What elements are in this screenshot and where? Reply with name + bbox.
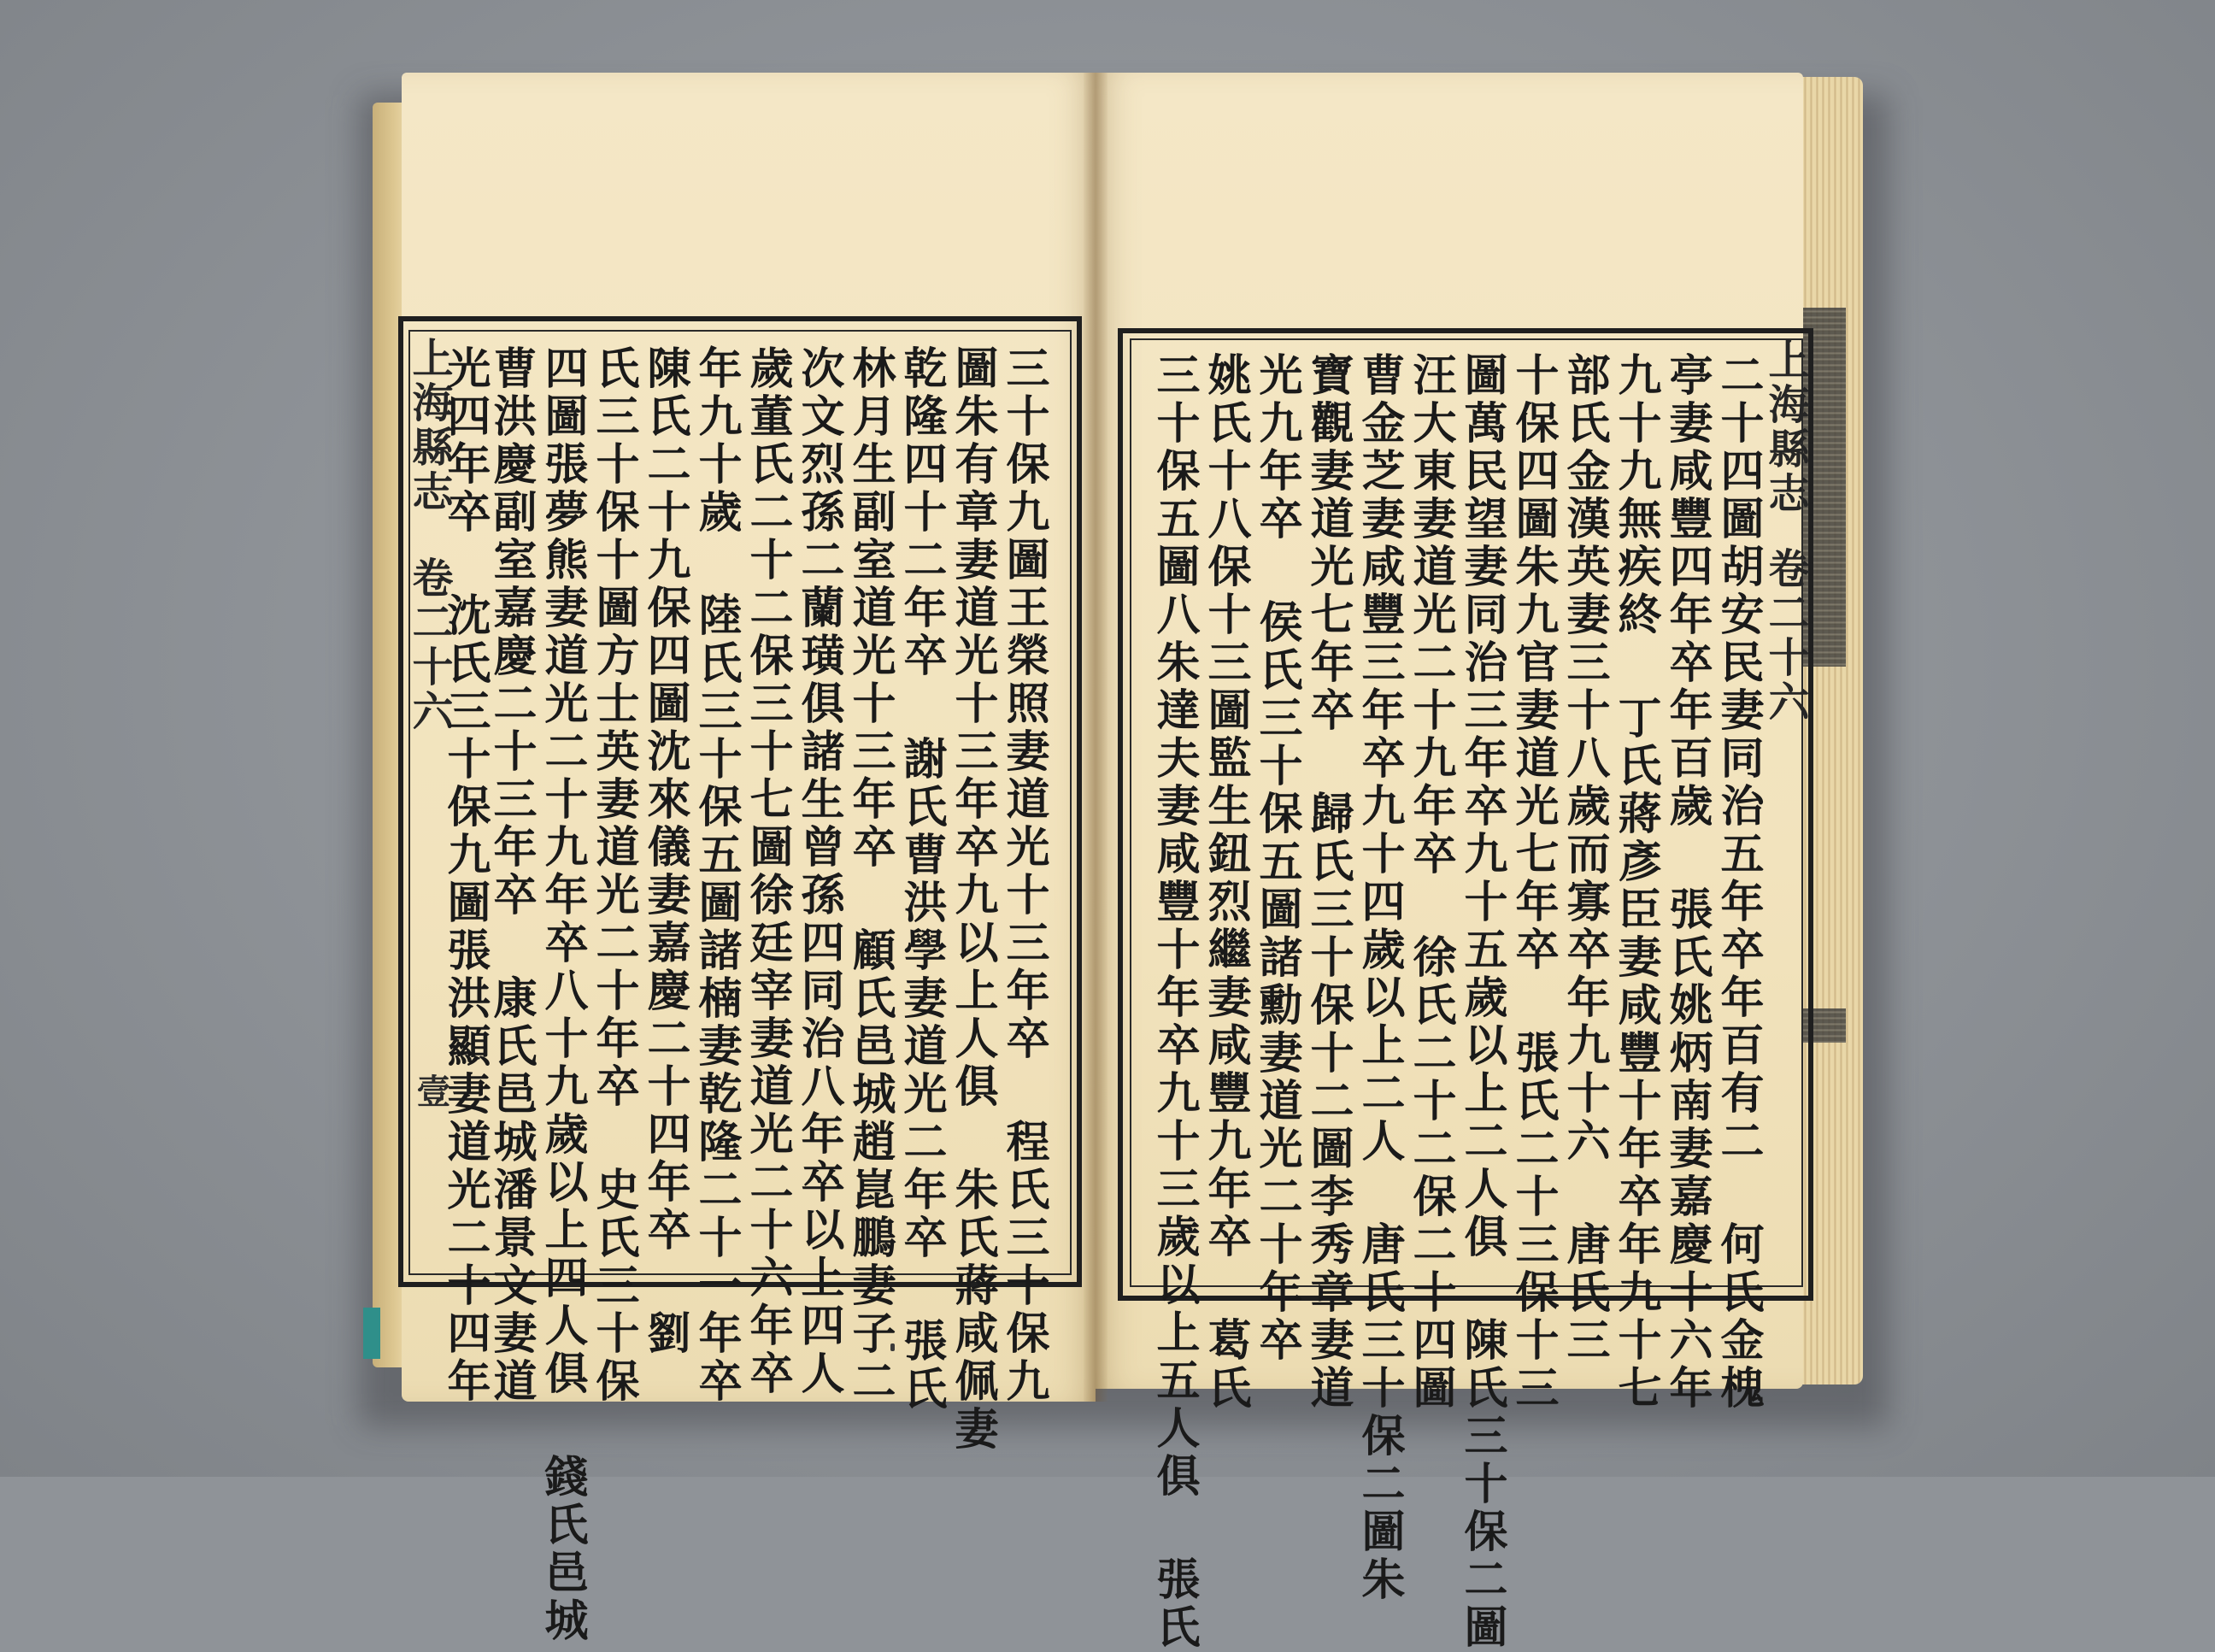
right-margin-title: 上海縣志: [1761, 338, 1809, 516]
text-column: 圖朱有章妻道光十三年卒九以上人俱 朱氏蔣咸佩妻: [947, 345, 998, 1454]
text-column: 汪大東妻道光二十九年卒 徐氏二十二保二十四圖: [1405, 352, 1456, 1413]
text-column: 寶觀妻道光七年卒 歸氏三十保十二圖李秀章妻道: [1302, 352, 1354, 1413]
text-column: 乾隆四十二年卒 謝氏曹洪學妻道光二年卒 張氏: [896, 345, 947, 1414]
text-column: 曹金芝妻咸豐三年卒九十四歲以上二人 唐氏三十保二圖朱: [1354, 352, 1405, 1604]
text-column: 二十四圖胡安民妻同治五年卒年百有二 何氏金槐: [1713, 352, 1764, 1413]
text-column: 九十九無疾終 丁氏蔣彥臣妻咸豐十年卒年九十七: [1610, 352, 1661, 1413]
text-column: 三十保九圖王榮照妻道光十三年卒 程氏三十保九: [998, 345, 1049, 1406]
text-column: 氏三十保十圖方士英妻道光二十年卒 史氏三十保: [588, 345, 639, 1406]
text-column: 林月生副室道光十三年卒 顧氏邑城趙崑鵬妻子二: [844, 345, 896, 1406]
left-margin-title: 上海縣志: [405, 337, 453, 514]
text-column: 曹洪慶副室嘉慶二十三年卒 康氏邑城潘景文妻道: [485, 345, 537, 1406]
book-gutter: [1084, 73, 1108, 1402]
text-column: 年九十歲 陸氏三十保五圖諸楠妻乾隆二十一年卒: [690, 345, 742, 1406]
text-column: 光四年卒 沈氏三十保九圖張洪顯妻道光二十四年: [439, 345, 491, 1406]
text-column: 部氏金漢英妻三十八歲而寡卒年九十六 唐氏三: [1559, 352, 1610, 1365]
text-column: 陳氏二十九保四圖沈來儀妻嘉慶二十四年卒 劉: [639, 345, 690, 1358]
left-print-frame: [398, 316, 1082, 1645]
text-column: 姚氏十八保十三圖監生鈕烈繼妻咸豐九年卒 葛氏: [1200, 352, 1251, 1413]
text-column: 圖萬民望妻同治三年卒九十五歲以上二人俱 陳氏三十保二圖: [1456, 352, 1507, 1652]
left-page-number: 壹: [411, 1073, 451, 1108]
text-column: 十保四圖朱九官妻道光七年卒 張氏二十三保十三: [1507, 352, 1559, 1413]
left-volume-label: 卷二十六: [405, 556, 453, 734]
book-cover-corner: [363, 1308, 380, 1359]
right-volume-label: 卷二十六: [1761, 547, 1809, 725]
text-column: 歲董氏二十二保三十七圖徐廷宰妻道光二十六年卒: [742, 345, 793, 1398]
text-column: 次文烈孫二蘭璜俱諸生曾孫四同治八年卒以上四人: [793, 345, 844, 1398]
text-column: 四圖張夢熊妻道光二十九年卒八十九歲以上四人俱 錢氏邑城: [537, 345, 588, 1645]
text-column: 亭妻咸豐四年卒年百歲 張氏姚炳南妻嘉慶十六年: [1661, 352, 1713, 1413]
text-column: 三十保五圖八朱達夫妻咸豐十年卒九十三歲以上五人俱 張氏: [1149, 352, 1200, 1652]
right-print-frame: [1118, 328, 1813, 1652]
text-column: 光九年卒 侯氏三十保五圖諸勳妻道光二十年卒: [1251, 352, 1302, 1365]
